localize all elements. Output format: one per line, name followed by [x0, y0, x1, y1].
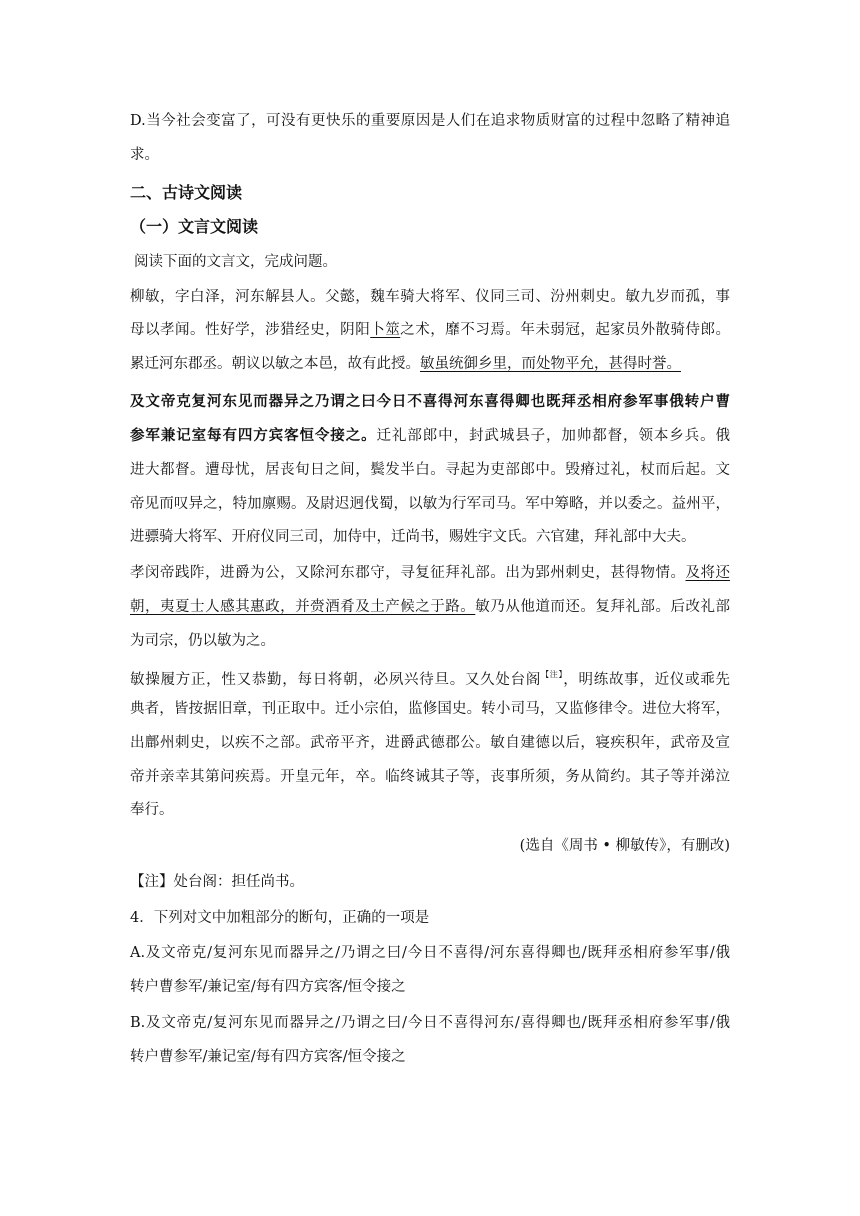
option-b-line1: B.及文帝克/复河东见而器异之/乃谓之曰/今日不喜得河东/喜得卿也/既拜丞相府参军事/俄: [130, 1015, 730, 1031]
option-a-line2: 转户曹参军/兼记室/每有四方宾客/恒令接之: [130, 979, 406, 995]
passage-line: 柳敏，字白泽，河东解县人。父懿，魏车骑大将军、仪同三司、汾州刺史。敏九岁而孤，事: [130, 289, 730, 305]
passage-line: 典者，皆按据旧章，刊正取中。迁小宗伯，监修国史。转小司马，又监修律令。进位大将军，: [130, 701, 730, 717]
underlined-sentence: 及将还: [685, 565, 731, 581]
passage-line: 进骠骑大将军、开府仪同三司，加侍中，迁尚书，赐姓宇文氏。六官建，拜礼部中大夫。: [130, 529, 696, 545]
section-title: 二、古诗文阅读: [130, 183, 243, 202]
option-a-line1: A.及文帝克/复河东见而器异之/乃谓之曰/今日不喜得/河东喜得卿也/既拜丞相府参军事/俄: [130, 945, 730, 961]
bold-passage-line2: 参军兼记室每有四方宾客恒令接之。迁礼部郎中，封武城县子，加帅都督，领本乡兵。俄: [130, 428, 731, 444]
passage-line: 出鄜州刺史，以疾不之部。武帝平齐，进爵武德郡公。敏自建德以后，寝疾积年，武帝及宣: [130, 735, 730, 751]
underlined-sentence: 朝，夷夏士人感其惠政，并赍酒肴及土产候之于路。: [130, 599, 476, 615]
passage-line: 朝，夷夏士人感其惠政，并赍酒肴及土产候之于路。敏乃从他道而还。复拜礼部。后改礼部: [130, 599, 731, 615]
passage-line: 累迁河东郡丞。朝议以敏之本邑，故有此授。敏虽统御乡里，而处物平允，甚得时誉。: [130, 356, 681, 372]
passage-line: 母以孝闻。性好学，涉猎经史，阴阳卜筮之术，靡不习焉。年未弱冠，起家员外散骑侍郎。: [130, 322, 731, 338]
passage-line: 敏操履方正，性又恭勤，每日将朝，必夙兴待旦。又久处台阁$^{【注】}$，明练故事，近仪或乖先: [130, 670, 731, 688]
underlined-term: 卜筮: [370, 322, 401, 338]
source-citation: (选自《周书 • 柳敏传》，有删改): [519, 838, 730, 854]
subsection-title: （一）文言文阅读: [130, 217, 259, 236]
passage-line: 帝见而叹异之，特加廪赐。及尉迟迥伐蜀，以敏为行军司马。军中筹略，并以委之。益州平，: [130, 496, 730, 512]
option-b-line2: 转户曹参军/兼记室/每有四方宾客/恒令接之: [130, 1049, 406, 1065]
underlined-sentence: 敏虽统御乡里，而处物平允，甚得时誉。: [420, 356, 681, 372]
passage-line: 孝闵帝践阼，进爵为公，又除河东郡守，寻复征拜礼部。出为郢州刺史，甚得物情。及将还: [130, 565, 731, 581]
question-stem: 4．下列对文中加粗部分的断句，正确的一项是: [130, 910, 430, 926]
bold-passage-line1: 及文帝克复河东见而器异之乃谓之曰今日不喜得河东喜得卿也既拜丞相府参军事俄转户曹: [130, 394, 730, 410]
passage-line: 进大都督。遭母忧，居丧旬日之间，鬓发半白。寻起为吏部郎中。毁瘠过礼，杖而后起。文: [130, 462, 730, 478]
option-d-line2: 求。: [130, 147, 159, 163]
passage-line: 为司宗，仍以敏为之。: [130, 633, 275, 649]
passage-line: 奉行。: [130, 802, 174, 818]
instruction: 阅读下面的文言文，完成问题。: [134, 254, 337, 270]
note-marker: 【注】: [541, 670, 564, 679]
passage-line: 帝并亲幸其第问疾焉。开皇元年，卒。临终诫其子等，丧事所须，务从简约。其子等并涕泣: [130, 769, 730, 785]
footnote: 【注】处台阁：担任尚书。: [130, 874, 304, 890]
option-d-line1: D.当今社会变富了，可没有更快乐的重要原因是人们在追求物质财富的过程中忽略了精神追: [130, 113, 730, 129]
